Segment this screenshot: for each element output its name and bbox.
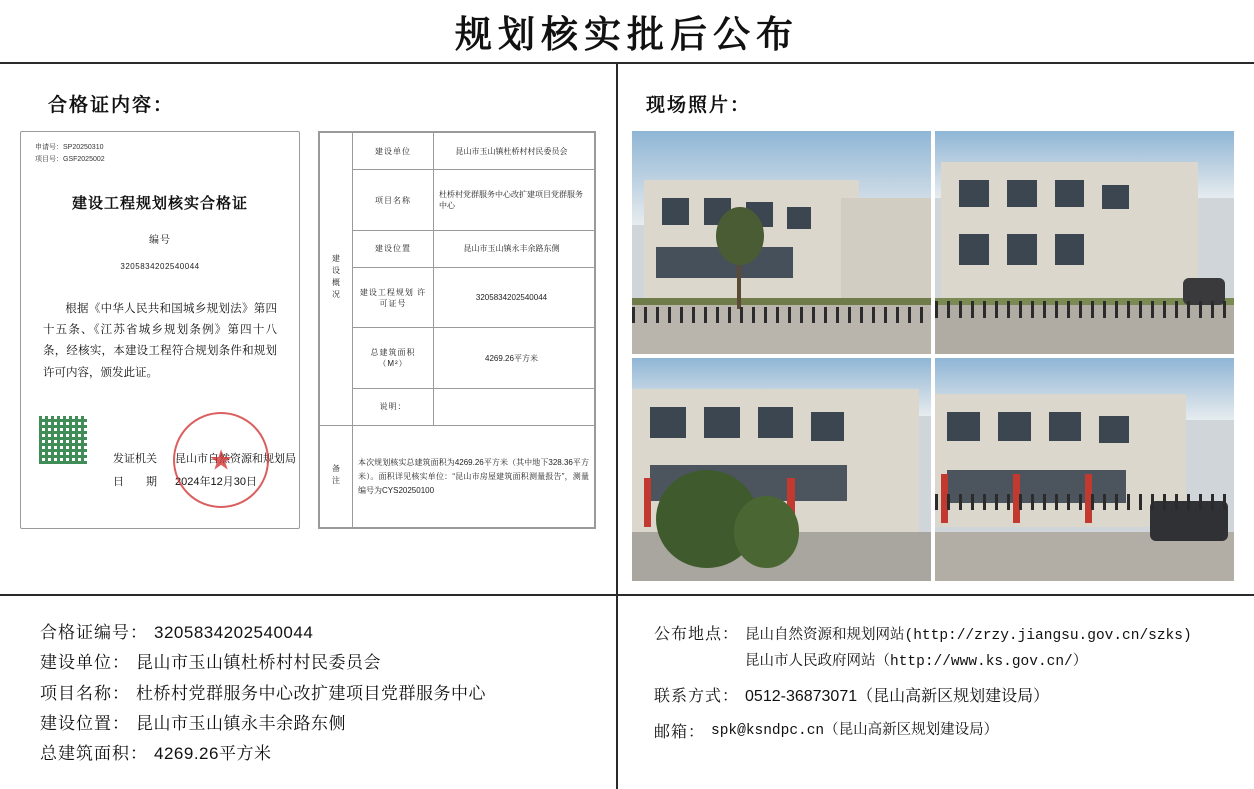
certificate-body — [43, 299, 277, 384]
contact-row — [654, 684, 1254, 710]
certificate-number-label: 编号 — [149, 234, 171, 246]
list-item — [40, 618, 616, 648]
qr-code-icon — [39, 416, 87, 464]
project-info-list — [40, 618, 616, 769]
email-value[interactable]: spk@ksndpc.cn（昆山高新区规划建设局） — [711, 722, 999, 739]
site-photo-3 — [632, 358, 931, 581]
list-item — [40, 679, 616, 709]
publish-site-2[interactable]: 昆山市人民政府网站（http://www.ks.gov.cn/） — [745, 654, 1088, 671]
apply-no-label: 申请号： — [35, 144, 63, 151]
official-seal-icon — [173, 412, 269, 508]
overview-side-label: 建设概况 — [320, 133, 353, 426]
row-value: 3205834202540044 — [434, 268, 595, 328]
site-photo-2 — [935, 131, 1234, 354]
table-row — [320, 328, 595, 388]
table-row-note — [320, 426, 595, 528]
table-row — [320, 170, 595, 230]
bottom-info — [0, 596, 1254, 789]
certificate-body-text: 根据《中华人民共和国城乡规划法》第四十五条、《江苏省城乡规划条例》第四十八条，经核实，本建设工程符合规划条件和规划许可内容，颁发此证。 — [43, 302, 277, 379]
info-value: 昆山市玉山镇杜桥村村民委员会 — [136, 653, 381, 673]
site-photo-1 — [632, 131, 931, 354]
certificate-number: 3205834202540044 — [120, 261, 200, 271]
row-value: 昆山市玉山镇永丰余路东侧 — [434, 230, 595, 267]
info-value: 杜桥村党群服务中心改扩建项目党群服务中心 — [136, 683, 486, 703]
certificate-ids — [35, 142, 285, 166]
note-text: 本次规划核实总建筑面积为4269.26平方米（其中地下328.36平方米）。面积详见核实单位：“昆山市房屋建筑面积测量报告”，测量编号为CYS20250100 — [353, 426, 595, 528]
row-key: 项目名称 — [353, 170, 434, 230]
photos-column — [618, 64, 1254, 594]
project-no-value: GSF2025002 — [63, 155, 105, 163]
issue-date-label: 日 期 — [113, 475, 157, 488]
info-key: 建设位置： — [40, 713, 130, 733]
info-key: 项目名称： — [40, 683, 130, 703]
info-key: 总建筑面积： — [40, 744, 148, 763]
list-item — [40, 709, 616, 739]
issuer-value: 昆山市自然资源和规划局 — [175, 452, 296, 465]
row-key: 建设工程规划 许可证号 — [353, 268, 434, 328]
certificate-column — [0, 64, 618, 594]
table-row — [320, 388, 595, 425]
table-row — [320, 133, 595, 170]
contact-info-block — [618, 596, 1254, 789]
photos-section-heading: 现场照片： — [646, 95, 752, 116]
row-key: 说明： — [353, 388, 434, 425]
photo-grid — [632, 131, 1234, 581]
project-no-label: 项目号： — [35, 155, 63, 163]
certificate-form-table — [319, 132, 595, 528]
row-value: 昆山市玉山镇杜桥村村民委员会 — [434, 133, 595, 170]
certificate-title: 建设工程规划核实合格证 — [71, 195, 248, 212]
email-row — [654, 720, 1254, 746]
site-photo-4 — [935, 358, 1234, 581]
publish-location-label: 公布地点： — [654, 626, 740, 643]
list-item — [40, 648, 616, 678]
page-title-bar — [0, 0, 1254, 64]
project-info-block — [0, 596, 618, 789]
page-title: 规划核实批后公布 — [455, 15, 799, 56]
apply-no-value: SP20250310 — [63, 144, 104, 151]
row-key: 总建筑面积（M²） — [353, 328, 434, 388]
issue-date-value: 2024年12月30日 — [175, 475, 257, 488]
row-value: 4269.26平方米 — [434, 328, 595, 388]
info-key: 合格证编号： — [40, 623, 148, 642]
certificate-card — [20, 131, 300, 529]
note-side-label: 备注 — [320, 426, 353, 528]
certificate-form-card — [318, 131, 596, 529]
list-item — [40, 739, 616, 769]
row-key: 建设位置 — [353, 230, 434, 267]
row-key: 建设单位 — [353, 133, 434, 170]
row-value — [434, 388, 595, 425]
issuer-label: 发证机关 — [113, 452, 157, 465]
info-value: 3205834202540044 — [154, 623, 314, 642]
main-content — [0, 64, 1254, 596]
info-value: 昆山市玉山镇永丰余路东侧 — [136, 713, 346, 733]
info-value: 4269.26平方米 — [154, 744, 272, 763]
email-label: 邮箱： — [654, 723, 706, 741]
info-key: 建设单位： — [40, 653, 130, 673]
publish-site-1[interactable]: 昆山自然资源和规划网站(http://zrzy.jiangsu.gov.cn/szks) — [745, 628, 1192, 644]
certificate-group — [14, 131, 602, 529]
row-value: 杜桥村党群服务中心改扩建项目党群服务中心 — [434, 170, 595, 230]
publish-location-row — [654, 622, 1254, 674]
certificate-section-heading: 合格证内容： — [48, 95, 175, 116]
table-row — [320, 268, 595, 328]
table-row — [320, 230, 595, 267]
contact-value: 0512-36873071（昆山高新区规划建设局） — [745, 688, 1050, 706]
contact-label: 联系方式： — [654, 688, 740, 706]
